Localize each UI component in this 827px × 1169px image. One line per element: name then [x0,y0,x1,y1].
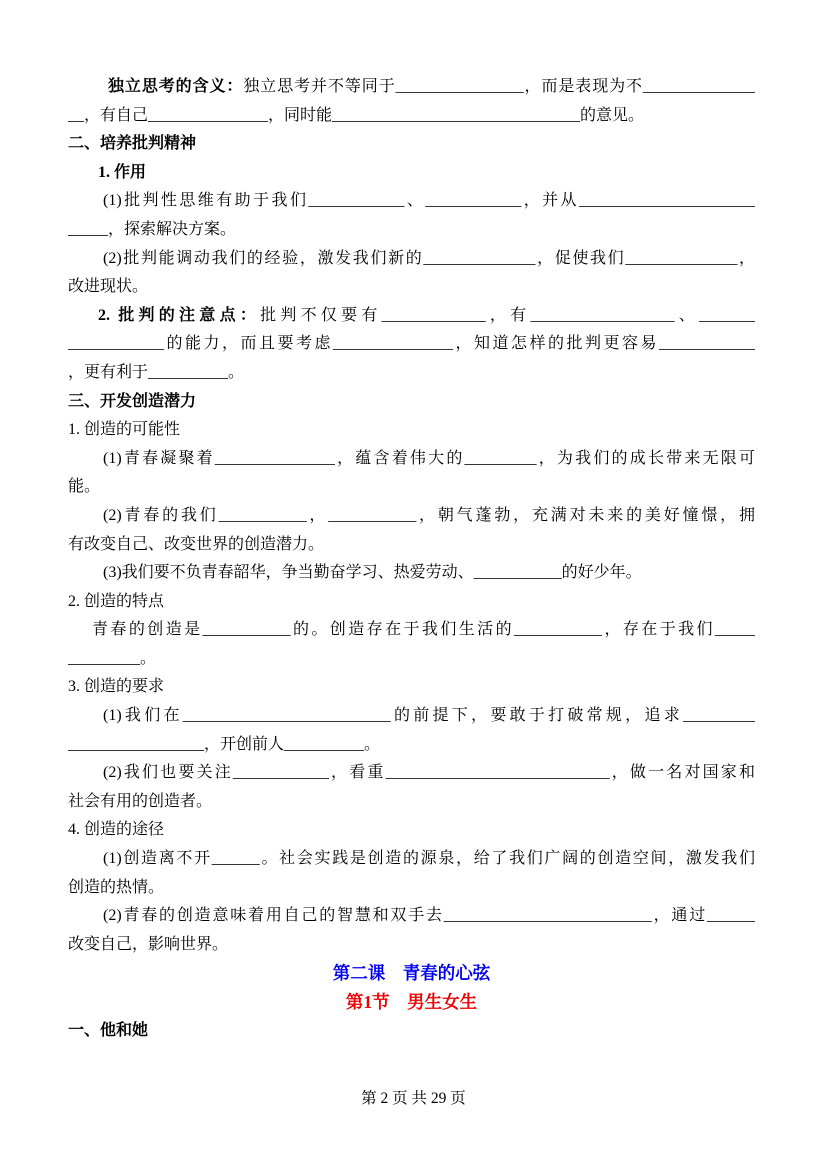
text-run: 1. 创造的可能性 [68,421,181,439]
subheading-role [68,159,755,188]
text-run: _________________，开创前人__________。 [68,735,381,753]
text-run: 三、开发创造潜力 [68,392,197,410]
text-run: 2. 创造的特点 [68,592,165,610]
text-line [68,902,755,931]
text-run: 能。 [68,478,101,496]
text-run: 第二课 青春的心弦 [332,963,491,984]
page-number-text: 第 2 页 共 29 页 [361,1090,466,1107]
text-line [68,531,755,560]
text-line [68,931,755,960]
text-run: 创造的热情。 [68,878,165,896]
text-run: 一、他和她 [68,1021,149,1039]
text-line [68,187,755,216]
text-run: 二、培养批判精神 [68,135,197,153]
text-run: (1)创造离不开______。社会实践是创造的源泉，给了我们广阔的创造空间，激发我们 [103,850,755,868]
text-line [68,273,755,302]
line-independent-thinking-definition [68,73,755,102]
subheading-requirements-of-creation [68,673,755,702]
text-run: 有改变自己、改变世界的创造潜力。 [68,535,325,553]
text-run: 改进现状。 [68,278,149,296]
text-run: (2)青春的创造意味着用自己的智慧和双手去__________________________，通过______ [103,907,755,925]
text-line [68,502,755,531]
text-line [68,245,755,274]
text-run: (2)我们也要关注____________，看重____________________________，做一名对国家和 [103,764,755,782]
section-heading-critical-spirit [68,130,755,159]
text-run: (1)青春凝聚着_______________，蕴含着伟大的_________，为我们的成长带来无限可 [103,449,755,467]
text-run: 青春的创造是___________的。创造存在于我们生活的___________，存在于我们_____ [92,621,755,639]
page-footer [0,1085,827,1114]
text-run: 第1节 男生女生 [345,992,478,1012]
text-line [68,473,755,502]
subheading-possibility-of-creation [68,416,755,445]
unit-1-heading [68,988,755,1017]
text-line [68,788,755,817]
section-heading-he-and-she [68,1017,755,1046]
subheading-features-of-creation [68,588,755,617]
text-run: 4. 创造的途径 [68,821,165,839]
text-run: 1. 作用 [98,163,147,181]
text-run: _________。 [68,649,157,667]
text-line [68,559,755,588]
text-run: 改变自己，影响世界。 [68,935,229,953]
text-run: (1)批判性思维有助于我们____________、____________，并从______________________ [103,192,755,210]
subheading-paths-of-creation [68,816,755,845]
text-run: (3)我们要不负青春韶华，争当勤奋学习、热爱劳动、___________的好少年。 [103,564,642,582]
text-line [68,874,755,903]
text-run: 社会有用的创造者。 [68,792,213,810]
text-line [68,102,755,131]
text-run: (2)批判能调动我们的经验，激发我们新的______________，促使我们______________， [103,249,755,267]
document-body [68,73,755,1045]
text-run: _____，探索解决方案。 [68,220,237,238]
text-run: (1)我们在__________________________的前提下，要敢于打破常规，追求_________ [103,707,755,725]
text-run: 3. 创造的要求 [68,678,165,696]
text-line [68,445,755,474]
section-heading-creative-potential [68,388,755,417]
text-line [68,645,755,674]
text-line [68,216,755,245]
text-line [68,330,755,359]
text-line [68,359,755,388]
term-label-bold: 独立思考的含义： [108,78,244,95]
text-line [68,759,755,788]
text-line [68,616,755,645]
text-run: (2)青春的我们___________，___________，朝气蓬勃，充满对未来的美好憧憬，拥 [103,506,755,524]
text-run: 批判不仅要有_____________，有__________________、_______ [260,306,755,324]
line-critique-points [68,302,755,331]
text-line [68,702,755,731]
text-run: ____________的能力，而且要考虑_______________，知道怎样的批判更容易____________ [68,335,755,353]
text-run: ，更有利于__________。 [68,363,245,381]
term-label-bold: 2. 批判的注意点： [98,306,261,324]
text-run: 独立思考并不等同于________________，而是表现为不______________ [243,78,755,95]
text-line [68,845,755,874]
lesson-2-heading [68,959,755,988]
text-line [68,731,755,760]
text-run: __，有自己_______________，同时能_______________________________的意见。 [68,106,645,124]
